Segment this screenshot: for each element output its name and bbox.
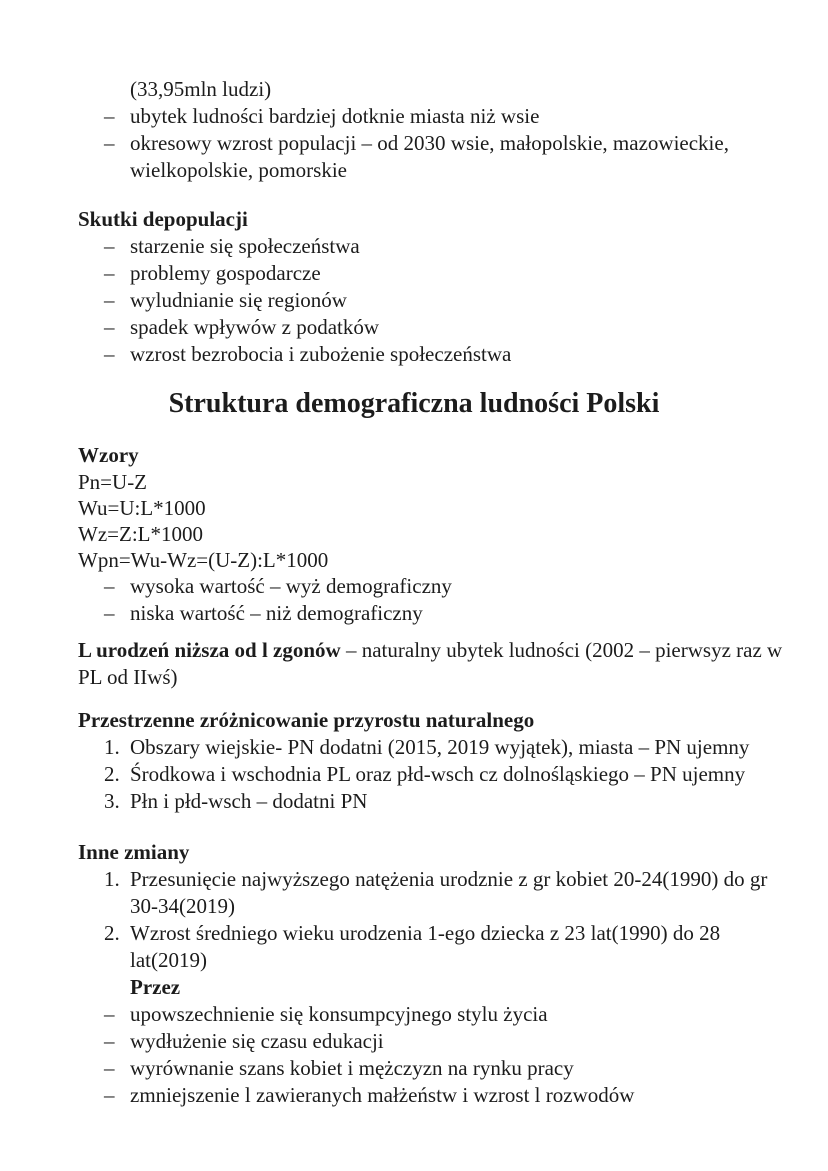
inne-numbered-list bbox=[78, 866, 788, 974]
list-item: – wyrównanie szans kobiet i mężczyzn na rynku pracy bbox=[78, 1055, 788, 1082]
list-item: – zmniejszenie l zawieranych małżeństw i wzrost l rozwodów bbox=[78, 1082, 788, 1109]
list-item: – ubytek ludności bardziej dotknie miasta niż wsie bbox=[78, 103, 788, 130]
list-item: Przesunięcie najwyższego natężenia urodznie z gr kobiet 20-24(1990) do gr 30-34(2019) bbox=[130, 867, 768, 918]
section-heading-wzory: Wzory bbox=[78, 443, 139, 467]
page-title: Struktura demograficzna ludności Polski bbox=[168, 388, 660, 419]
paragraph-bold-lead: L urodzeń niższa od l zgonów bbox=[78, 638, 341, 662]
formula-block bbox=[78, 469, 788, 573]
section-heading-inne: Inne zmiany bbox=[78, 840, 190, 864]
section-heading-skutki: Skutki depopulacji bbox=[78, 207, 248, 231]
section-heading-przestrzenne: Przestrzenne zróżnicowanie przyrostu naturalnego bbox=[78, 708, 535, 732]
sub-heading-przez: Przez bbox=[130, 975, 181, 999]
formula-line: Wu=U:L*1000 bbox=[78, 496, 206, 520]
list-item: Środkowa i wschodnia PL oraz płd-wsch cz dolnośląskiego – PN ujemny bbox=[130, 762, 746, 786]
paragraph-rest: – naturalny ubytek ludności (2002 – pierwsyz raz w PL od IIwś) bbox=[78, 638, 783, 689]
formula-line: Wz=Z:L*1000 bbox=[78, 522, 203, 546]
list-item: – wzrost bezrobocia i zubożenie społeczeństwa bbox=[78, 341, 788, 368]
list-item: – spadek wpływów z podatków bbox=[78, 314, 788, 341]
list-item: – wyludnianie się regionów bbox=[78, 287, 788, 314]
paragraph-urodzenia bbox=[78, 637, 788, 691]
wzory-dash-list bbox=[78, 573, 788, 627]
list-item: – problemy gospodarcze bbox=[78, 260, 788, 287]
list-item: Wzrost średniego wieku urodzenia 1-ego dziecka z 23 lat(1990) do 28 lat(2019) bbox=[130, 921, 721, 972]
skutki-dash-list bbox=[78, 233, 788, 368]
list-item: – okresowy wzrost populacji – od 2030 wsie, małopolskie, mazowieckie, wielkopolskie, pomorskie bbox=[78, 130, 788, 184]
formula-line: Pn=U-Z bbox=[78, 470, 148, 494]
przestrzenne-numbered-list bbox=[78, 734, 788, 815]
list-item: – niska wartość – niż demograficzny bbox=[78, 600, 788, 627]
list-item: – upowszechnienie się konsumpcyjnego stylu życia bbox=[78, 1001, 788, 1028]
list-item: Płn i płd-wsch – dodatni PN bbox=[130, 789, 368, 813]
intro-dash-list bbox=[78, 103, 788, 184]
list-item: Obszary wiejskie- PN dodatni (2015, 2019 wyjątek), miasta – PN ujemny bbox=[130, 735, 750, 759]
przez-dash-list bbox=[78, 1001, 788, 1109]
list-item: – wydłużenie się czasu edukacji bbox=[78, 1028, 788, 1055]
formula-line: Wpn=Wu-Wz=(U-Z):L*1000 bbox=[78, 548, 329, 572]
list-item: – wysoka wartość – wyż demograficzny bbox=[78, 573, 788, 600]
list-item: – starzenie się społeczeństwa bbox=[78, 233, 788, 260]
intro-continuation-line: (33,95mln ludzi) bbox=[130, 77, 272, 101]
